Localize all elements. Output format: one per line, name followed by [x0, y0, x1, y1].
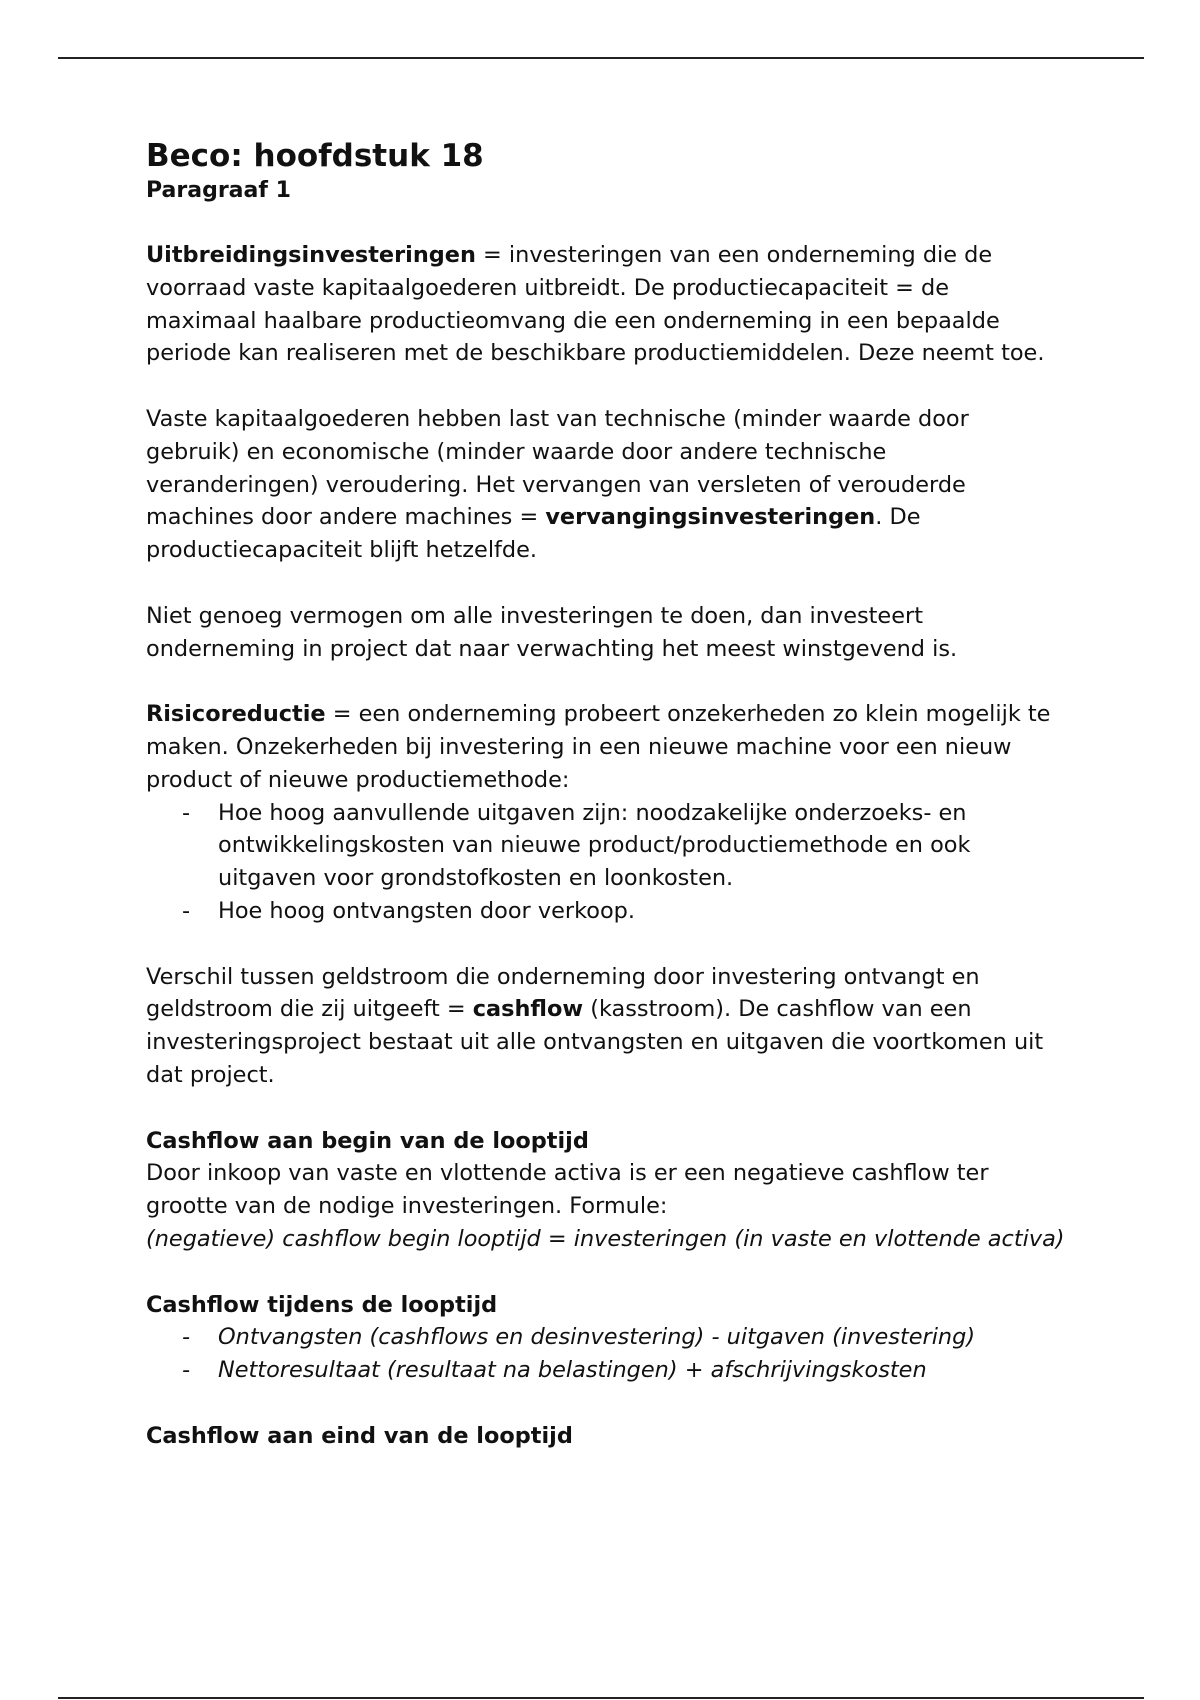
- page-title: Beco: hoofdstuk 18: [146, 138, 484, 174]
- dash-bullet: -: [182, 799, 191, 826]
- heading-cashflow-begin: Cashflow aan begin van de looptijd: [146, 1127, 589, 1154]
- list-item: [146, 1321, 1066, 1354]
- paragraph-risicoreductie: [146, 698, 1066, 796]
- list-item-text: Hoe hoog aanvullende uitgaven zijn: noodzakelijke onderzoeks- en ontwikkelingskosten van nieuwe product/productiemethode en ook uitgaven voor grondstofkosten en loonkosten.: [218, 799, 971, 892]
- text-vervanging-before: Vaste kapitaalgoederen hebben last van technische (minder waarde door gebruik) en economische (minder waarde door andere technische veranderingen) veroudering. Het vervangen van versleten of verouderde machines door andere machines =: [146, 406, 969, 531]
- text-uitbreidingsinvesteringen: = investeringen van een onderneming die de voorraad vaste kapitaalgoederen uitbreidt. De productiecapaciteit = de maximaal haalbare productieomvang die een onderneming in een bepaalde periode kan realiseren met de beschikbare productiemiddelen. Deze neemt toe.: [146, 242, 1045, 367]
- formula-cashflow-begin: (negatieve) cashflow begin looptijd = investeringen (in vaste en vlottende activa): [146, 1225, 1065, 1252]
- text-vervanging-after: . De productiecapaciteit blijft hetzelfde.: [146, 504, 921, 564]
- paragraph-cashflow: [146, 961, 1066, 1092]
- paragraph-uitbreidingsinvesteringen: [146, 239, 1066, 370]
- risico-list: [146, 797, 1066, 928]
- section-subtitle: Paragraaf 1: [146, 178, 291, 204]
- tijdens-list: [146, 1321, 1066, 1387]
- paragraph-vermogen: Niet genoeg vermogen om alle investeringen te doen, dan investeert onderneming in project dat naar verwachting het meest winstgevend is.: [146, 602, 958, 662]
- dash-bullet: -: [182, 898, 191, 925]
- heading-cashflow-eind: Cashflow aan eind van de looptijd: [146, 1422, 573, 1449]
- term-vervangingsinvesteringen: vervangingsinvesteringen: [545, 504, 876, 531]
- term-risicoreductie: Risicoreductie: [146, 701, 326, 728]
- list-item: [146, 797, 1066, 895]
- list-item: [146, 1354, 1066, 1387]
- document-page: [146, 138, 1066, 1453]
- bottom-rule: [58, 1697, 1144, 1699]
- list-item: [146, 895, 1066, 928]
- text-risicoreductie: = een onderneming probeert onzekerheden zo klein mogelijk te maken. Onzekerheden bij investering in een nieuwe machine voor een nieuw product of nieuwe productiemethode:: [146, 701, 1051, 793]
- dash-bullet: -: [182, 1357, 191, 1384]
- list-item-text: Nettoresultaat (resultaat na belastingen) + afschrijvingskosten: [218, 1357, 927, 1384]
- dash-bullet: -: [182, 1324, 191, 1351]
- top-rule: [58, 57, 1144, 59]
- term-cashflow: cashflow: [472, 996, 584, 1023]
- text-cashflow-before: Verschil tussen geldstroom die onderneming door investering ontvangt en geldstroom die zij uitgeeft =: [146, 963, 980, 1023]
- paragraph-vervangingsinvesteringen: [146, 403, 1066, 567]
- list-item-text: Ontvangsten (cashflows en desinvestering) - uitgaven (investering): [218, 1324, 976, 1351]
- heading-cashflow-tijdens: Cashflow tijdens de looptijd: [146, 1291, 498, 1318]
- paragraph-cashflow-begin: Door inkoop van vaste en vlottende activa is er een negatieve cashflow ter grootte van de nodige investeringen. Formule:: [146, 1160, 989, 1220]
- text-cashflow-after: (kasstroom). De cashflow van een investeringsproject bestaat uit alle ontvangsten en uitgaven die voortkomen uit dat project.: [146, 996, 1044, 1088]
- term-uitbreidingsinvesteringen: Uitbreidingsinvesteringen: [146, 242, 476, 269]
- list-item-text: Hoe hoog ontvangsten door verkoop.: [218, 898, 635, 925]
